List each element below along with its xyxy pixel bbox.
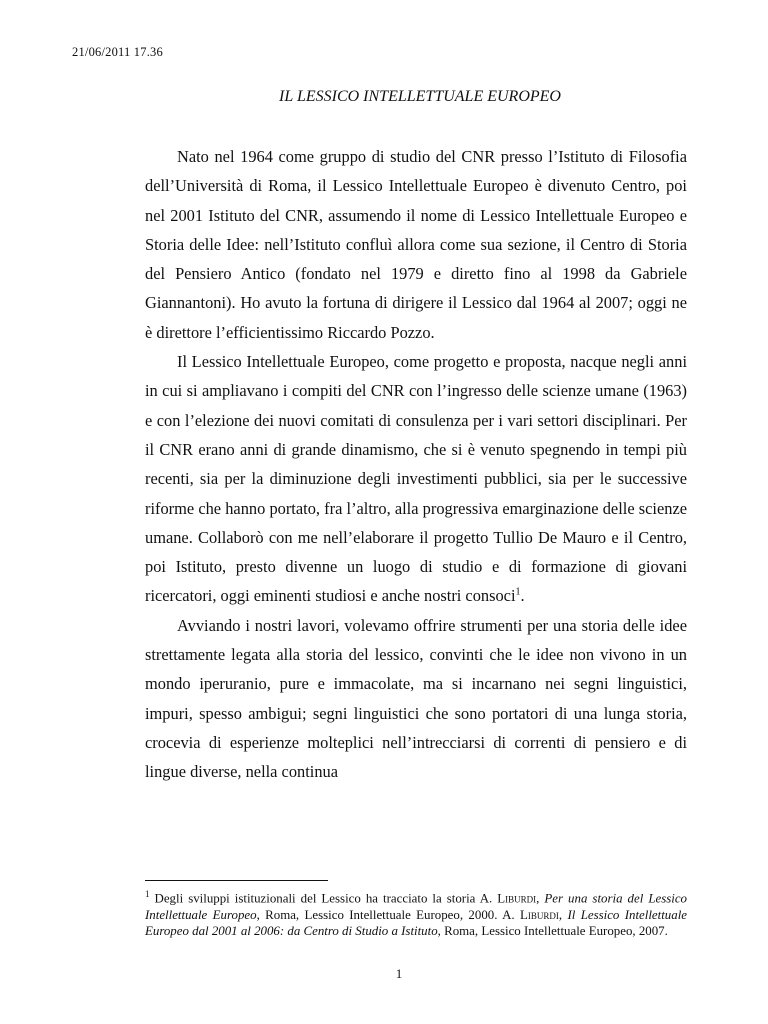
footnote-1 [145,886,687,940]
paragraph-2 [145,347,687,611]
paragraph-1: Nato nel 1964 come gruppo di studio del CNR presso l’Istituto di Filosofia dell’Università di Roma, il Lessico Intellettuale Europeo è divenuto Centro, poi nel 2001 Istituto del CNR, assumendo il nome di Lessico Intellettuale Europeo e Storia delle Idee: nell’Istituto confluì allora come sua sezione, il Centro di Storia del Pensiero Antico (fondato nel 1979 e diretto fino al 1998 da Gabriele Giannantoni). Ho avuto la fortuna di dirigere il Lessico dal 1964 al 2007; oggi ne è direttore l’efficientissimo Riccardo Pozzo. [145,147,687,342]
header-timestamp: 21/06/2011 17.36 [72,45,163,59]
footnote-author-1: iburdi [505,891,537,906]
footnote-text-2: , [536,891,545,906]
footnote-reference[interactable]: 1 [515,586,521,598]
footnote-book-title-1: Per una storia del Lessico Intellettuale Europeo [145,891,687,922]
footnote-author-2: iburdi [527,907,559,922]
footnote-text-5: , Roma, Lessico Intellettuale Europeo, 2007. [437,924,668,939]
footnote-separator [145,880,328,881]
footnote-marker: 1 [145,889,150,899]
footnote-book-title-2: Il Lessico Intellettuale Europeo dal 2001 al 2006: da Centro di Studio a Istituto [145,907,688,939]
paragraph-2-text: Il Lessico Intellettuale Europeo, come progetto e proposta, nacque negli anni in cui si ampliavano i compiti del CNR con l’ingresso delle scienze umane (1963) e con l’elezione dei nuovi comitati di consulenza per i vari settori disciplinari. Per il CNR erano anni di grande dinamismo, che si è venuto spegnendo in tempi più recenti, sia per la diminuzione degli investimenti pubblici, sia per le successive riforme che hanno portato, fra l’altro, alla progressiva emarginazione delle scienze umane. Collaborò con me nell’elaborare il progetto Tullio De Mauro e il Centro, poi Istituto, presto divenne un luogo di studio e di formazione di giovani ricercatori, oggi eminenti studiosi e anche nostri consoci [145,352,687,606]
page-number: 1 [395,966,403,981]
main-text [145,142,687,787]
footnote-text-1: Degli sviluppi istituzionali del Lessico ha tracciato la storia A. L [149,891,506,906]
paragraph-2-end: . [520,586,525,606]
paragraph-3: Avviando i nostri lavori, volevamo offrire strumenti per una storia delle idee strettamente legata alla storia del lessico, convinti che le idee non vivono in un mondo iperuranio, pure e immacolate, ma si incarnano nei segni linguistici, impuri, spesso ambigui; segni linguistici che sono portatori di una lunga storia, crocevia di esperienze molteplici nell’intrecciarsi di correnti di pensiero e di lingue diverse, nella continua [145,615,687,782]
footnote-text-4: , [558,907,568,922]
page-title: IL LESSICO INTELLETTUALE EUROPEO [279,88,561,105]
footnote-text-3: , Roma, Lessico Intellettuale Europeo, 2000. A. L [256,907,528,922]
